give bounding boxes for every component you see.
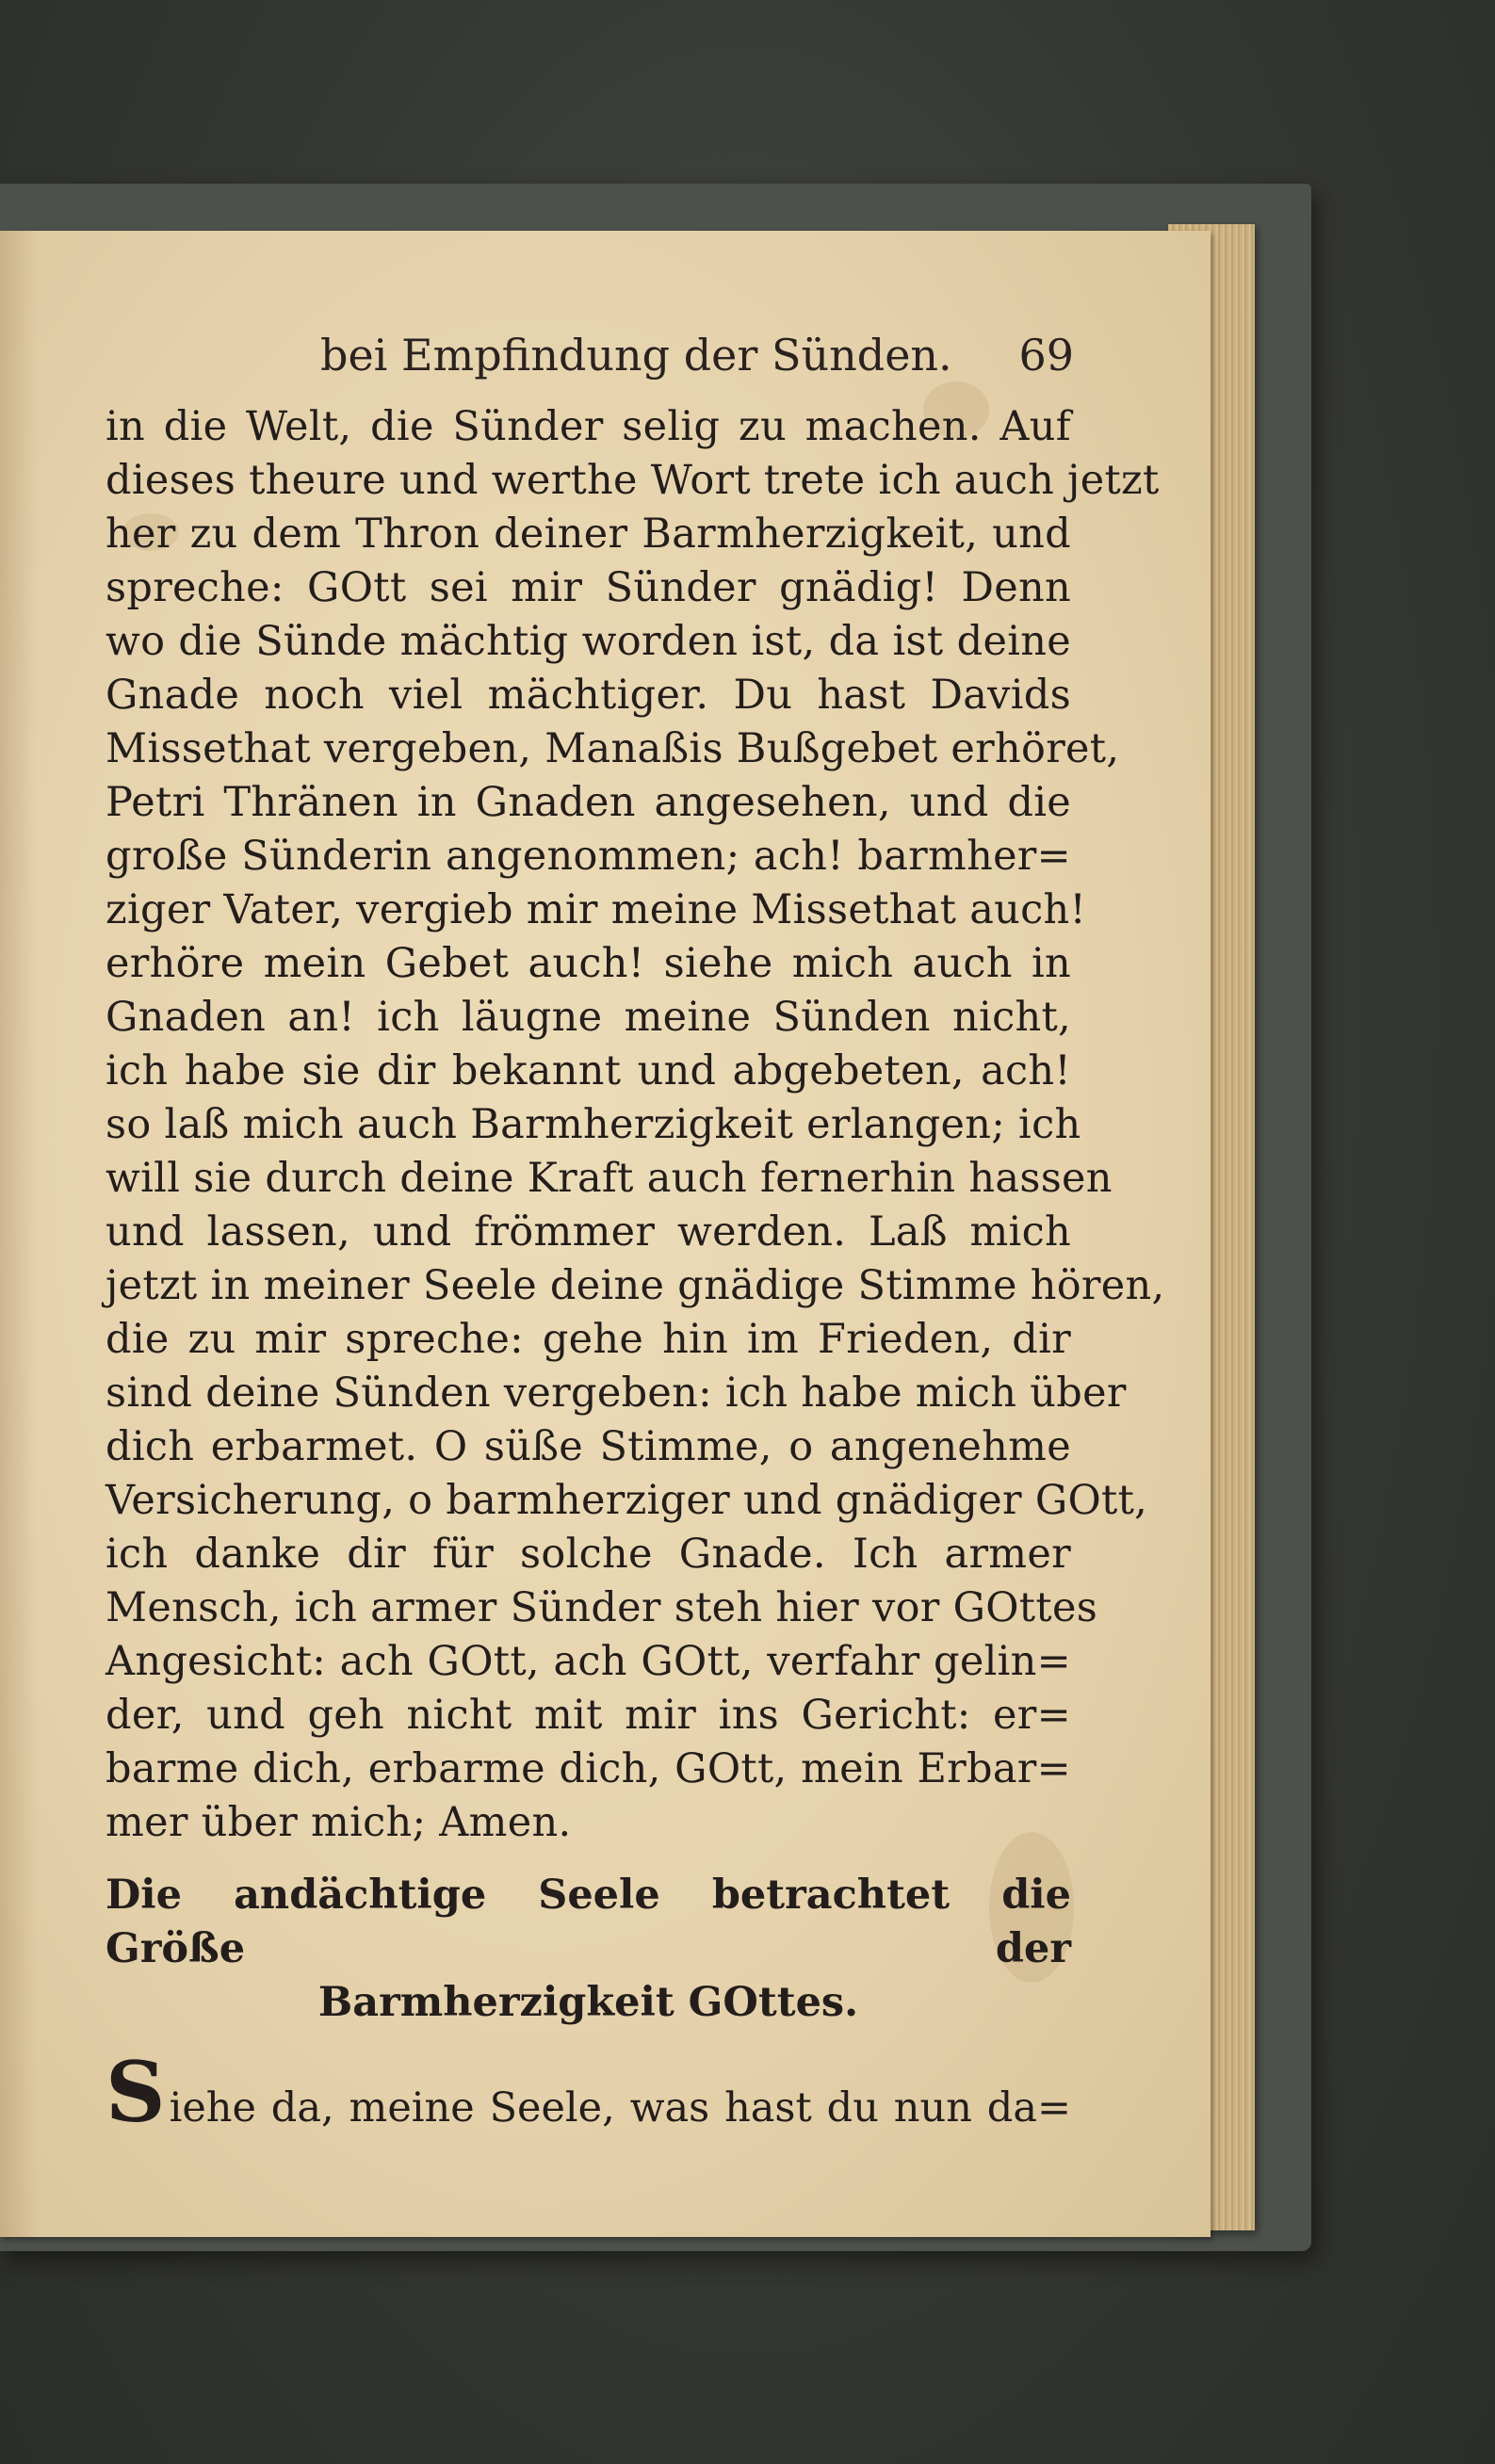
text-line: Missethat vergeben, Manaßis Bußgebet erhöret, [106, 725, 1120, 772]
running-head: bei Empfindung der Sünden. [320, 330, 952, 381]
text-line: Versicherung, o barmherziger und gnädiger GOtt, [106, 1477, 1148, 1524]
section-heading-line: Barmherzigkeit GOttes. [317, 1979, 859, 2026]
text-line: in die Welt, die Sünder selig zu machen. Auf [106, 403, 1071, 450]
text-line: jetzt in meiner Seele deine gnädige Stimme hören, [106, 1262, 1165, 1309]
text-line: her zu dem Thron deiner Barmherzigkeit, und [106, 511, 1071, 558]
text-line: Angesicht: ach GOtt, ach GOtt, verfahr gelin= [106, 1638, 1071, 1685]
text-line: barme dich, erbarme dich, GOtt, mein Erbar= [106, 1745, 1071, 1792]
text-line: Mensch, ich armer Sünder steh hier vor GOttes [106, 1584, 1098, 1631]
text-line: mer über mich; Amen. [106, 1799, 572, 1846]
text-line: große Sünderin angenommen; ach! barmher= [106, 833, 1071, 880]
book-page [0, 231, 1211, 2237]
page-header [320, 330, 1074, 386]
text-line: Petri Thränen in Gnaden angesehen, und die [106, 779, 1071, 826]
text-line: dieses theure und werthe Wort trete ich auch jetzt [106, 457, 1160, 504]
page-number: 69 [1018, 330, 1074, 381]
text-line: erhöre mein Gebet auch! siehe mich auch in [106, 940, 1071, 987]
text-line: dich erbarmet. O süße Stimme, o angenehme [106, 1423, 1071, 1470]
text-line: wo die Sünde mächtig worden ist, da ist deine [106, 618, 1071, 665]
text-line: will sie durch deine Kraft auch fernerhin hassen [106, 1155, 1113, 1202]
text-line: sind deine Sünden vergeben: ich habe mich über [106, 1370, 1127, 1417]
text-line: spreche: GOtt sei mir Sünder gnädig! Denn [106, 564, 1071, 611]
text-line: so laß mich auch Barmherzigkeit erlangen; ich [106, 1101, 1081, 1148]
section-heading [106, 1869, 1071, 2030]
text-line: die zu mir spreche: gehe hin im Frieden, dir [106, 1316, 1071, 1363]
text-line: Gnaden an! ich läugne meine Sünden nicht, [106, 994, 1071, 1041]
body-text [106, 400, 1165, 2141]
text-line: iehe da, meine Seele, was hast du nun da= [169, 2084, 1071, 2132]
text-line: der, und geh nicht mit mir ins Gericht: er= [106, 1692, 1071, 1739]
section-first-line [106, 2043, 1071, 2141]
text-line: und lassen, und frömmer werden. Laß mich [106, 1208, 1071, 1256]
text-line: ziger Vater, vergieb mir meine Missethat auch! [106, 886, 1087, 933]
drop-cap: S [106, 2043, 166, 2141]
text-line: ich habe sie dir bekannt und abgebeten, ach! [106, 1047, 1071, 1094]
text-line: Gnade noch viel mächtiger. Du hast Davids [106, 672, 1071, 719]
section-heading-line: Die andächtige Seele betrachtet die Größe der [106, 1872, 1071, 1972]
text-line: ich danke dir für solche Gnade. Ich armer [106, 1531, 1071, 1578]
